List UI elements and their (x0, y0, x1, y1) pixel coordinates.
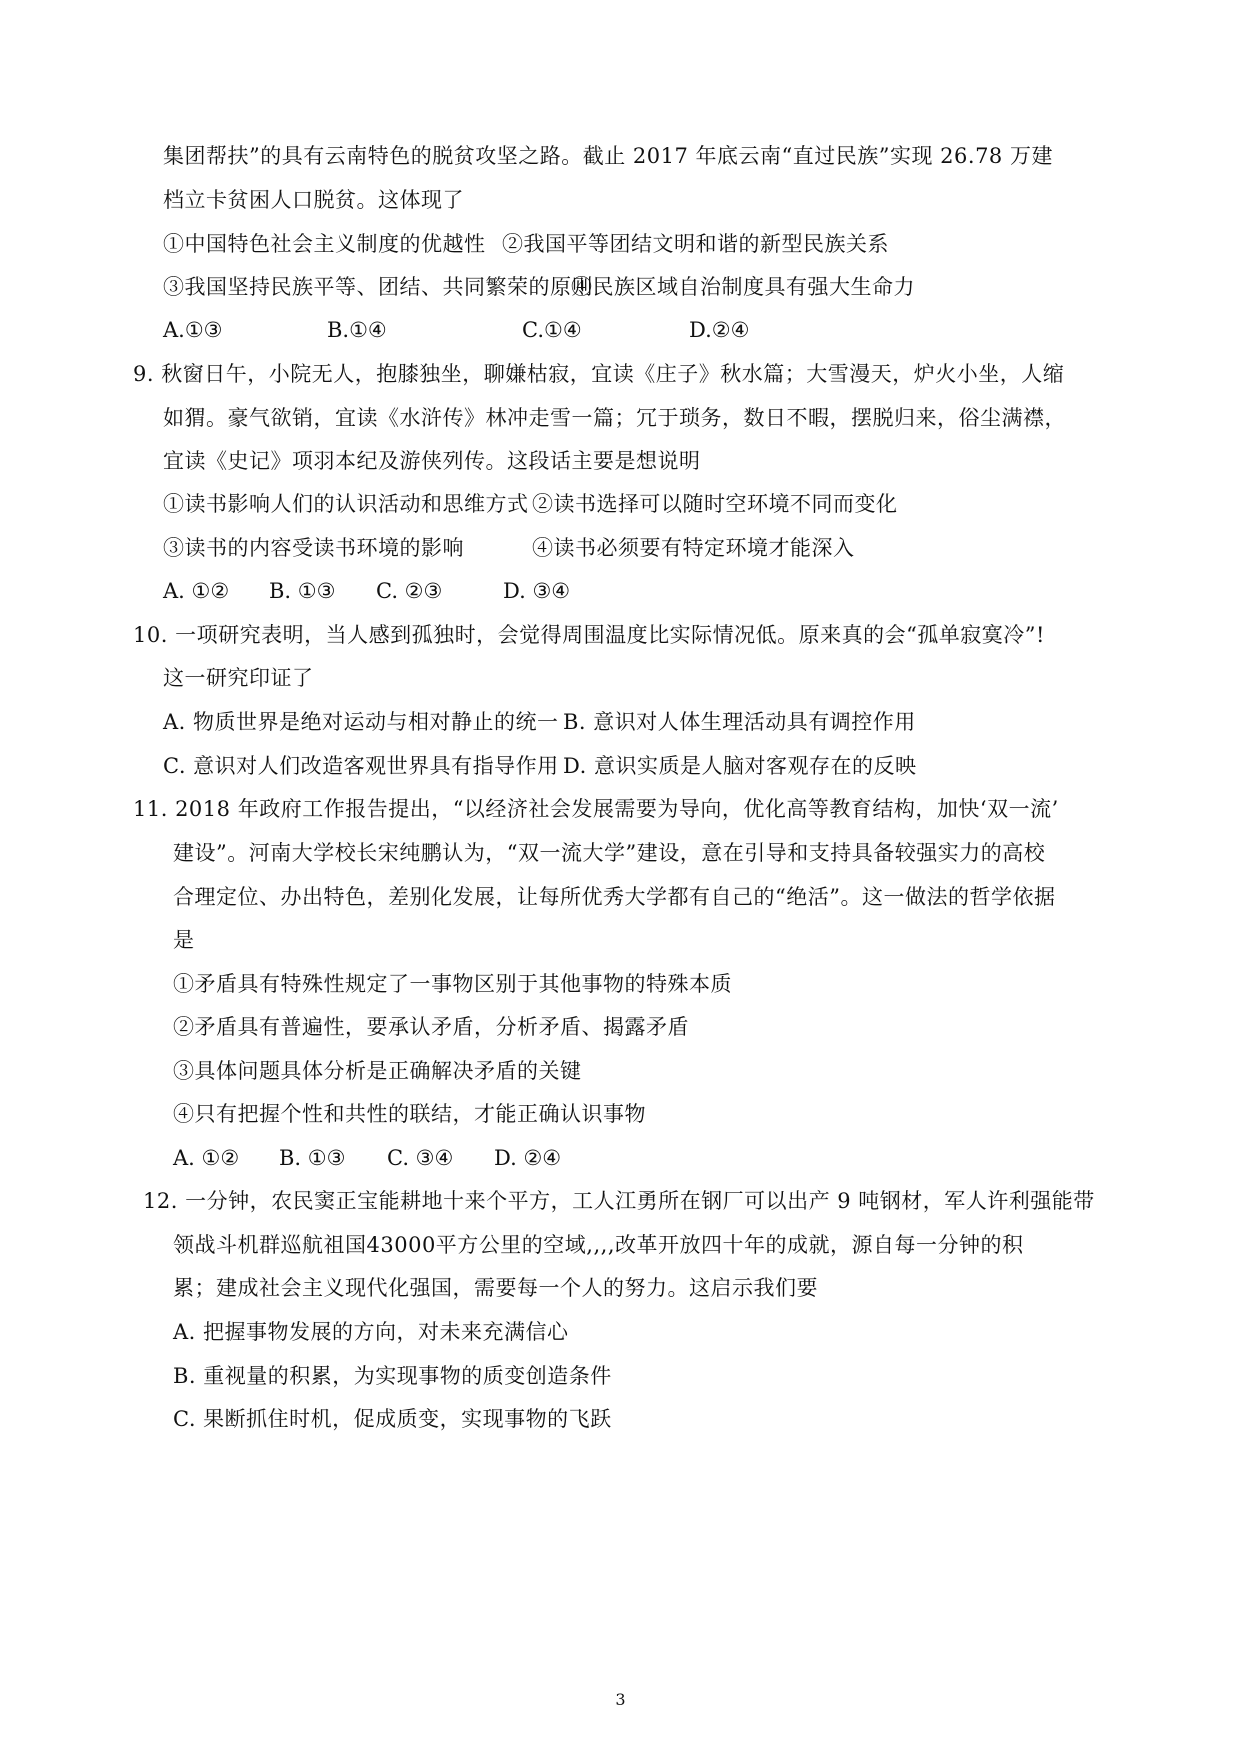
q8-option-d: D.②④ (689, 318, 750, 342)
q12-option-b: B. 重视量的积累，为实现事物的质变创造条件 (173, 1364, 612, 1388)
q8-stem-line-1: 集团帮扶”的具有云南特色的脱贫攻坚之路。截止 2017 年底云南“直过民族”实现 26.78 万建 (163, 144, 1053, 168)
q12-stem-line-1: 12. 一分钟，农民窦正宝能耕地十来个平方，工人江勇所在钢厂可以出产 9 吨钢材，军人许利强能带 (143, 1189, 1095, 1213)
q10-stem-line-1: 10. 一项研究表明，当人感到孤独时，会觉得周围温度比实际情况低。原来真的会“孤单寂寞冷”! (133, 623, 1045, 647)
q9-option-b: B. ①③ (269, 579, 336, 603)
q10-option-b: B. 意识对人体生理活动具有调控作用 (563, 710, 916, 734)
q9-option-d: D. ③④ (503, 579, 571, 603)
q11-stem-line-3: 合理定位、办出特色，差别化发展，让每所优秀大学都有自己的“绝活”。这一做法的哲学依据 (173, 885, 1056, 909)
q11-statement-1: ①矛盾具有特殊性规定了一事物区别于其他事物的特殊本质 (173, 972, 732, 996)
q9-stem-line-1: 9. 秋窗日午，小院无人，抱膝独坐，聊嫌枯寂，宜读《庄子》秋水篇；大雪漫天，炉火小坐，人缩 (133, 362, 1065, 386)
q12-option-a: A. 把握事物发展的方向，对未来充满信心 (173, 1320, 569, 1344)
q10-option-a: A. 物质世界是绝对运动与相对静止的统一 (163, 710, 559, 734)
q11-option-d: D. ②④ (494, 1146, 562, 1170)
q11-stem-line-1: 11. 2018 年政府工作报告提出，“以经济社会发展需要为导向，优化高等教育结构，加快‘双一流’ (133, 797, 1059, 821)
q8-option-b: B.①④ (327, 318, 387, 342)
q11-stem-line-2: 建设”。河南大学校长宋纯鹏认为，“双一流大学”建设，意在引导和支持具备较强实力的高校 (173, 841, 1046, 865)
q9-statement-1: ①读书影响人们的认识活动和思维方式 (163, 492, 529, 516)
page-number: 3 (615, 1690, 626, 1709)
q9-stem-line-3: 宜读《史记》项羽本纪及游侠列传。这段话主要是想说明 (163, 449, 701, 473)
q12-stem-line-2: 领战斗机群巡航祖国43000平方公里的空域,,,,改革开放四十年的成就，源自每一分钟的积 (173, 1233, 1024, 1257)
q12-stem-line-3: 累；建成社会主义现代化强国，需要每一个人的努力。这启示我们要 (173, 1276, 818, 1300)
q11-statement-4: ④只有把握个性和共性的联结，才能正确认识事物 (173, 1102, 646, 1126)
q8-statement-1: ①中国特色社会主义制度的优越性 (163, 232, 486, 256)
q8-stem-line-2: 档立卡贫困人口脱贫。这体现了 (163, 188, 464, 212)
q10-option-c: C. 意识对人们改造客观世界具有指导作用 (163, 754, 559, 778)
q11-statement-2: ②矛盾具有普遍性，要承认矛盾，分析矛盾、揭露矛盾 (173, 1015, 689, 1039)
q9-statement-2: ②读书选择可以随时空环境不同而变化 (532, 492, 898, 516)
q8-statement-4: ④民族区域自治制度具有强大生命力 (571, 275, 915, 299)
q12-option-c: C. 果断抓住时机，促成质变，实现事物的飞跃 (173, 1407, 612, 1431)
q8-statement-3: ③我国坚持民族平等、团结、共同繁荣的原则 (163, 275, 593, 299)
q11-statement-3: ③具体问题具体分析是正确解决矛盾的关键 (173, 1059, 582, 1083)
q10-option-d: D. 意识实质是人脑对客观存在的反映 (563, 754, 917, 778)
q9-option-c: C. ②③ (376, 579, 443, 603)
q10-stem-line-2: 这一研究印证了 (163, 666, 314, 690)
q9-stem-line-2: 如猬。豪气欲销，宜读《水浒传》林冲走雪一篇；冗于琐务，数日不暇，摆脱归来，俗尘满襟， (163, 406, 1066, 430)
q11-option-a: A. ①② (173, 1146, 240, 1170)
q11-option-c: C. ③④ (387, 1146, 454, 1170)
q11-stem-line-4: 是 (173, 928, 195, 952)
q9-option-a: A. ①② (163, 579, 230, 603)
q8-option-c: C.①④ (522, 318, 582, 342)
q9-statement-4: ④读书必须要有特定环境才能深入 (532, 536, 855, 560)
q11-option-b: B. ①③ (279, 1146, 346, 1170)
q8-statement-2: ②我国平等团结文明和谐的新型民族关系 (502, 232, 889, 256)
q9-statement-3: ③读书的内容受读书环境的影响 (163, 536, 464, 560)
q8-option-a: A.①③ (163, 318, 223, 342)
